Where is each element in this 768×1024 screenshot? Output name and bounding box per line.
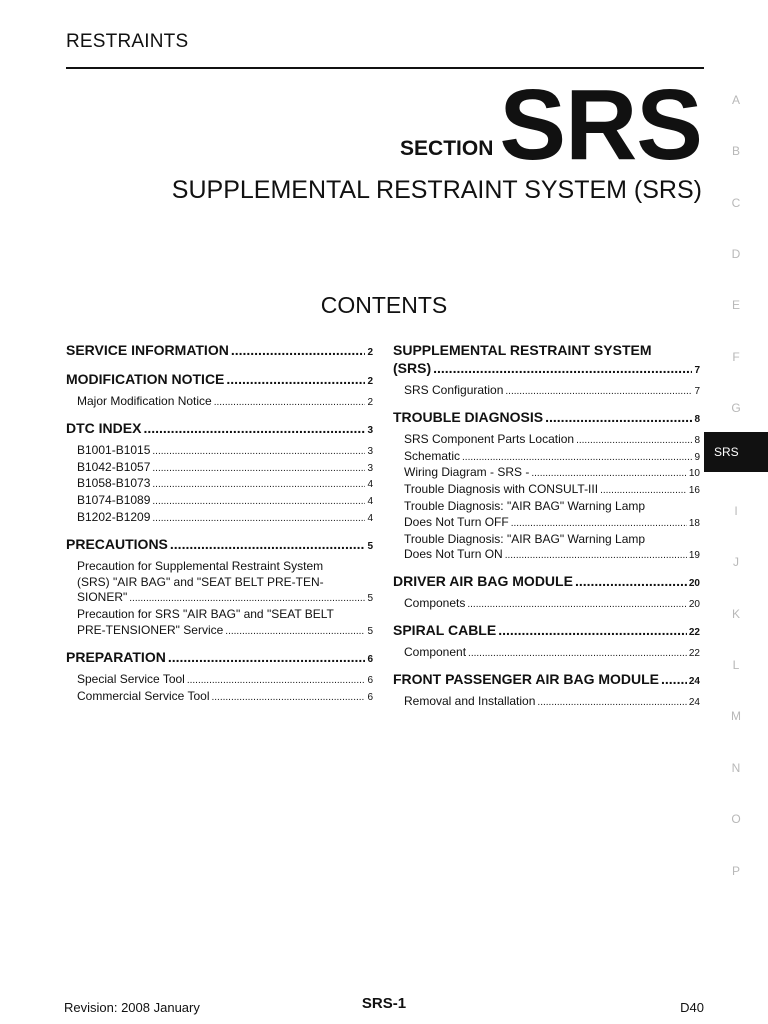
- toc-entry-label: Component: [404, 644, 467, 659]
- side-index-tab-i[interactable]: I: [734, 504, 738, 518]
- toc-entry-label: SIONER": [77, 590, 128, 605]
- toc-heading-entry[interactable]: [66, 370, 373, 391]
- dot-leader: [152, 477, 365, 493]
- toc-right-column: [393, 341, 700, 719]
- toc-sub-entry[interactable]: [66, 672, 373, 689]
- toc-entry-label: Special Service Tool: [77, 671, 185, 686]
- toc-page-number: 5: [367, 625, 373, 637]
- dot-leader: [600, 483, 687, 499]
- toc-entry-label: DRIVER AIR BAG MODULE: [393, 573, 573, 590]
- toc-page-number: 19: [688, 550, 700, 562]
- section-heading: [400, 69, 702, 181]
- toc-sub-text: Trouble Diagnosis: "AIR BAG" Warning Lamp: [404, 531, 646, 546]
- dot-leader: [467, 597, 687, 613]
- toc-entry-label: Does Not Turn ON: [404, 547, 503, 562]
- toc-entry-label: Does Not Turn OFF: [404, 514, 509, 529]
- toc-heading-entry[interactable]: [393, 670, 700, 691]
- toc-sub-entry[interactable]: [66, 493, 373, 510]
- toc-sub-entry[interactable]: [393, 383, 700, 400]
- dot-leader: [231, 341, 366, 359]
- side-index-tab-b[interactable]: B: [731, 144, 740, 158]
- toc-group: [393, 621, 700, 662]
- side-index-tab-c[interactable]: C: [731, 196, 741, 210]
- dot-leader: [511, 516, 687, 532]
- toc-entry-label: Major Modification Notice: [77, 394, 212, 408]
- toc-page-number: 16: [688, 485, 700, 497]
- toc-heading-entry[interactable]: [66, 419, 373, 440]
- toc-page-number: 9: [694, 451, 700, 463]
- dot-leader: [433, 359, 692, 377]
- toc-entry-label: SRS Component Parts Location: [404, 431, 575, 446]
- toc-sub-text: Precaution for Supplemental Restraint System: [77, 558, 324, 573]
- toc-page-number: 7: [694, 365, 700, 376]
- dot-leader: [187, 673, 366, 689]
- toc-page-number: 6: [367, 653, 373, 665]
- toc-group: [66, 341, 373, 362]
- side-index-tab-d[interactable]: D: [731, 247, 741, 261]
- dot-leader: [537, 695, 686, 711]
- toc-heading-entry[interactable]: [66, 535, 373, 556]
- toc-entry-label: PRE-TENSIONER" Service: [77, 622, 224, 637]
- side-index-tab-p[interactable]: P: [731, 864, 740, 878]
- toc-entry-label: MODIFICATION NOTICE: [66, 371, 225, 387]
- toc-entry-label: TROUBLE DIAGNOSIS: [393, 408, 544, 425]
- toc-entry-label: B1042-B1057: [77, 459, 151, 474]
- toc-group: [393, 408, 700, 564]
- toc-page-number: 24: [688, 696, 700, 708]
- toc-group: [66, 370, 373, 411]
- toc-heading-text: SUPPLEMENTAL RESTRAINT SYSTEM: [393, 342, 652, 358]
- toc-page-number: 5: [367, 540, 373, 552]
- dot-leader: [129, 591, 365, 607]
- toc-heading-entry[interactable]: [393, 359, 700, 380]
- toc-entry-label: Componets: [404, 596, 466, 611]
- side-index-tab-m[interactable]: M: [731, 709, 741, 723]
- toc-entry-label: FRONT PASSENGER AIR BAG MODULE: [393, 670, 660, 687]
- system-title: SUPPLEMENTAL RESTRAINT SYSTEM (SRS): [171, 176, 702, 204]
- toc-page-number: 3: [367, 462, 373, 474]
- toc-entry-label: B1074-B1089: [77, 493, 151, 508]
- dot-leader: [152, 511, 365, 527]
- toc-entry-label: B1001-B1015: [77, 442, 151, 457]
- dot-leader: [505, 548, 687, 564]
- toc-sub-line: [66, 607, 373, 623]
- toc-page-number: 2: [367, 347, 373, 358]
- toc-page-number: 22: [688, 647, 700, 659]
- dot-leader: [212, 690, 366, 706]
- toc-sub-entry[interactable]: [393, 694, 700, 711]
- toc-heading-entry[interactable]: [66, 648, 373, 669]
- side-index-tab-k[interactable]: K: [731, 607, 740, 621]
- toc-sub-line: [66, 559, 373, 575]
- toc-page-number: 20: [688, 578, 700, 590]
- toc-sub-entry[interactable]: [393, 465, 700, 482]
- toc-page-number: 20: [688, 599, 700, 611]
- toc-page-number: 22: [688, 626, 700, 638]
- dot-leader: [462, 450, 692, 466]
- dot-leader: [152, 444, 365, 460]
- dot-leader: [214, 395, 366, 411]
- toc-sub-entry[interactable]: [66, 476, 373, 493]
- dot-leader: [152, 494, 365, 510]
- toc-group: [393, 572, 700, 613]
- toc-page-number: 24: [688, 675, 700, 687]
- side-index-tab-e[interactable]: E: [731, 298, 740, 312]
- dot-leader: [143, 419, 365, 437]
- toc-sub-entry[interactable]: [393, 432, 700, 449]
- toc-entry-label: Removal and Installation: [404, 693, 536, 708]
- footer-model: D40: [680, 1000, 704, 1015]
- toc-sub-line: [393, 532, 700, 548]
- toc-entry-label: B1058-B1073: [77, 476, 151, 491]
- side-index-tab-o[interactable]: O: [731, 812, 741, 826]
- toc-group: [66, 535, 373, 640]
- toc-entry-label: SPIRAL CABLE: [393, 621, 497, 638]
- dot-leader: [661, 670, 687, 688]
- toc-entry-label: DTC INDEX: [66, 419, 142, 436]
- toc-page-number: 18: [688, 517, 700, 529]
- dot-leader: [545, 408, 692, 426]
- dot-leader: [168, 648, 366, 666]
- toc-heading-entry[interactable]: [393, 621, 700, 642]
- toc-sub-text: (SRS) "AIR BAG" and "SEAT BELT PRE-TEN-: [77, 574, 324, 589]
- toc-entry-label: Schematic: [404, 448, 461, 463]
- toc-page-number: 6: [367, 674, 373, 686]
- dot-leader: [170, 535, 366, 553]
- toc-entry-label: PREPARATION: [66, 648, 166, 665]
- toc-sub-line: [393, 499, 700, 515]
- toc-sub-entry[interactable]: [393, 515, 700, 532]
- toc-sub-entry[interactable]: [66, 510, 373, 527]
- section-code: SRS: [499, 69, 702, 181]
- contents-title: CONTENTS: [320, 292, 448, 318]
- toc-group: [393, 341, 700, 400]
- toc-entry-label: SERVICE INFORMATION: [66, 342, 229, 358]
- toc-sub-entry[interactable]: [393, 645, 700, 662]
- header-title: RESTRAINTS: [66, 31, 189, 52]
- dot-leader: [575, 572, 687, 590]
- toc-sub-entry[interactable]: [393, 547, 700, 564]
- toc-page-number: 3: [367, 424, 373, 436]
- side-index-tab-n[interactable]: N: [731, 761, 741, 775]
- toc-sub-entry[interactable]: [66, 590, 373, 607]
- toc-entry-label: (SRS): [393, 360, 432, 376]
- toc-group: [66, 419, 373, 527]
- footer-revision: Revision: 2008 January: [64, 1000, 200, 1015]
- dot-leader: [226, 370, 365, 388]
- dot-leader: [225, 624, 365, 640]
- toc-entry-label: Wiring Diagram - SRS -: [404, 465, 530, 480]
- side-index-tab-a[interactable]: A: [731, 93, 740, 107]
- toc-sub-text: Trouble Diagnosis: "AIR BAG" Warning Lamp: [404, 498, 646, 513]
- section-word: SECTION: [400, 137, 494, 160]
- toc-sub-entry[interactable]: [66, 623, 373, 640]
- toc-entry-label: SRS Configuration: [404, 383, 504, 397]
- toc-sub-entry[interactable]: [393, 482, 700, 499]
- toc-heading-entry[interactable]: [393, 408, 700, 429]
- dot-leader: [152, 461, 365, 477]
- toc-sub-line: [66, 575, 373, 591]
- toc-left-column: [66, 341, 373, 713]
- toc-page-number: 2: [367, 397, 373, 408]
- side-index-tab-f[interactable]: F: [732, 350, 740, 364]
- toc-page-number: 2: [367, 376, 373, 387]
- toc-page-number: 10: [688, 468, 700, 480]
- dot-leader: [468, 646, 687, 662]
- toc-page-number: 5: [367, 593, 373, 605]
- toc-sub-entry[interactable]: [66, 689, 373, 706]
- toc-sub-entry[interactable]: [393, 449, 700, 466]
- dot-leader: [505, 384, 692, 400]
- dot-leader: [498, 621, 687, 639]
- toc-sub-entry[interactable]: [66, 460, 373, 477]
- toc-entry-label: PRECAUTIONS: [66, 535, 168, 552]
- side-index-tab-g[interactable]: G: [731, 401, 741, 415]
- toc-page-number: 4: [367, 512, 373, 524]
- toc-page-number: 4: [367, 496, 373, 508]
- side-index-tab-l[interactable]: L: [732, 658, 740, 672]
- toc-sub-entry[interactable]: [66, 443, 373, 460]
- toc-page-number: 4: [367, 479, 373, 491]
- toc-page-number: 3: [367, 445, 373, 457]
- toc-entry-label: B1202-B1209: [77, 509, 151, 524]
- toc-sub-entry[interactable]: [66, 394, 373, 411]
- side-index-tab-srs[interactable]: SRS: [704, 432, 768, 472]
- dot-leader: [531, 466, 687, 482]
- toc-group: [66, 648, 373, 706]
- footer-page-number: SRS-1: [361, 995, 407, 1012]
- toc-page-number: 6: [367, 691, 373, 703]
- dot-leader: [576, 433, 692, 449]
- side-index-tab-j[interactable]: J: [733, 555, 739, 569]
- toc-entry-label: Commercial Service Tool: [77, 688, 210, 703]
- toc-sub-entry[interactable]: [393, 596, 700, 613]
- toc-entry-label: Trouble Diagnosis with CONSULT-III: [404, 482, 599, 497]
- toc-heading-entry[interactable]: [66, 341, 373, 362]
- toc-sub-text: Precaution for SRS "AIR BAG" and "SEAT BELT: [77, 607, 334, 622]
- toc-page-number: 8: [694, 434, 700, 446]
- toc-page-number: 7: [694, 386, 700, 397]
- toc-heading-entry[interactable]: [393, 572, 700, 593]
- toc-group: [393, 670, 700, 711]
- toc-page-number: 8: [694, 413, 700, 425]
- toc-heading-line: [393, 341, 700, 359]
